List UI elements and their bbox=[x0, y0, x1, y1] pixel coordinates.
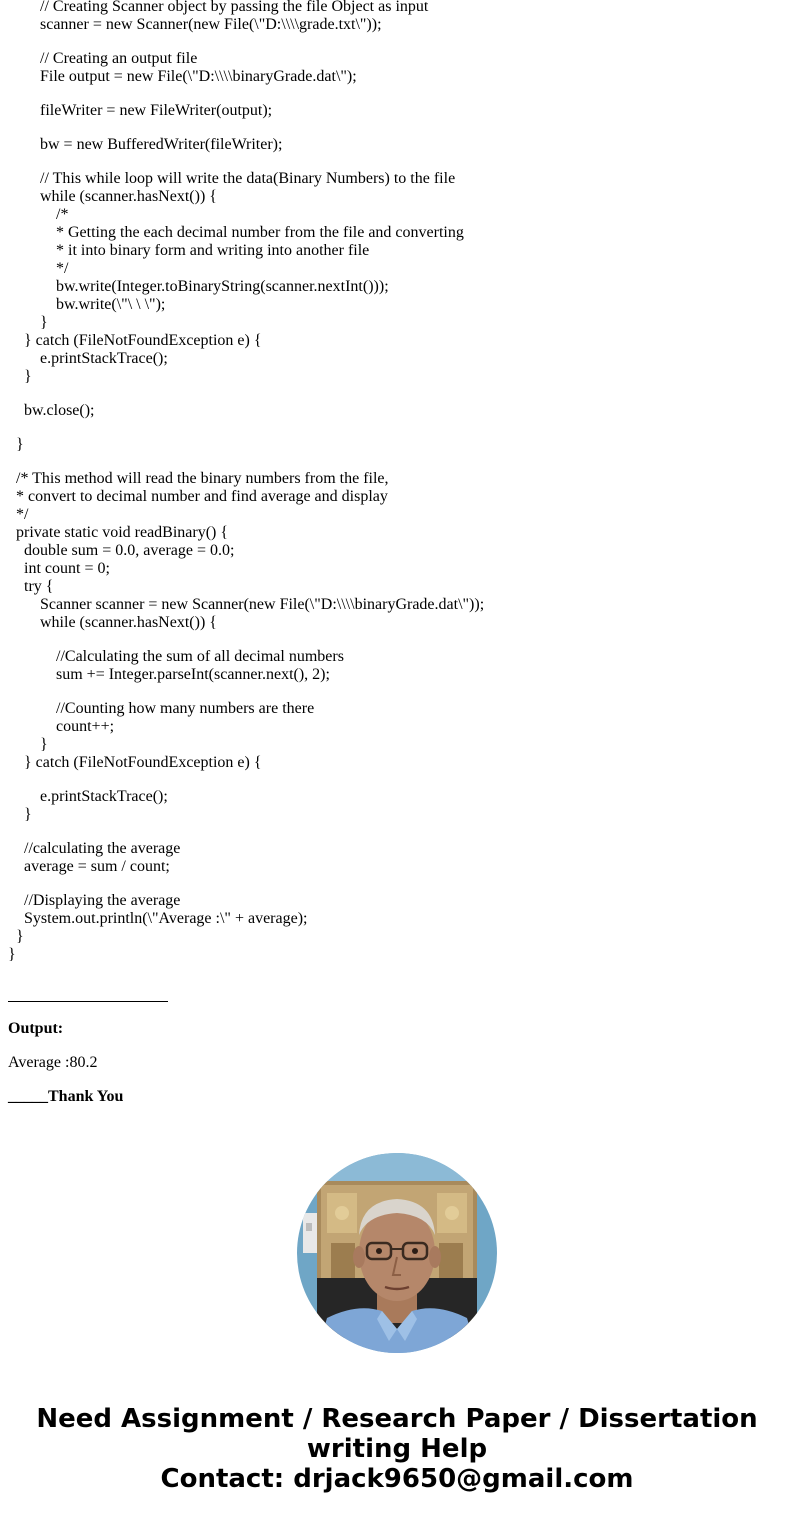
section-divider bbox=[8, 1001, 168, 1002]
code-line: while (scanner.hasNext()) { bbox=[8, 614, 217, 631]
code-line: bw.write(\"\ \ \"); bbox=[8, 296, 166, 313]
code-line: // Creating Scanner object by passing the file Object as input bbox=[8, 0, 429, 15]
code-line: //Counting how many numbers are there bbox=[8, 700, 315, 717]
code-line: average = sum / count; bbox=[8, 858, 170, 875]
promo-contact-line: Contact: drjack9650@gmail.com bbox=[160, 1464, 634, 1494]
code-line: } bbox=[8, 368, 32, 385]
code-line: } bbox=[8, 806, 32, 823]
code-line: bw.close(); bbox=[8, 402, 95, 419]
code-line bbox=[8, 386, 788, 402]
code-line: * Getting the each decimal number from the file and converting bbox=[8, 224, 464, 241]
thank-you-text: _____Thank You bbox=[8, 1088, 124, 1105]
code-line: } catch (FileNotFoundException e) { bbox=[8, 332, 262, 349]
code-line: /* bbox=[8, 206, 69, 223]
code-line: } bbox=[8, 946, 16, 963]
code-line: //calculating the average bbox=[8, 840, 181, 857]
code-line: try { bbox=[8, 578, 54, 595]
author-photo bbox=[297, 1153, 497, 1353]
code-line: } bbox=[8, 436, 24, 453]
code-line: */ bbox=[8, 506, 29, 523]
code-line bbox=[8, 154, 788, 170]
code-line bbox=[8, 632, 788, 648]
code-line: int count = 0; bbox=[8, 560, 110, 577]
code-line: } catch (FileNotFoundException e) { bbox=[8, 754, 262, 771]
code-line: } bbox=[8, 314, 48, 331]
code-line: */ bbox=[8, 260, 69, 277]
code-line bbox=[8, 876, 788, 892]
promo-banner bbox=[0, 1404, 794, 1494]
code-line: * it into binary form and writing into another file bbox=[8, 242, 370, 259]
code-line: } bbox=[8, 928, 24, 945]
code-line: private static void readBinary() { bbox=[8, 524, 229, 541]
code-line: double sum = 0.0, average = 0.0; bbox=[8, 542, 235, 559]
code-listing bbox=[8, 0, 788, 964]
promo-line-1: Need Assignment / Research Paper / Dissertation bbox=[36, 1404, 758, 1434]
code-line bbox=[8, 684, 788, 700]
code-line: bw = new BufferedWriter(fileWriter); bbox=[8, 136, 283, 153]
output-value: Average :80.2 bbox=[8, 1054, 98, 1071]
code-line bbox=[8, 86, 788, 102]
code-line bbox=[8, 454, 788, 470]
promo-line-2: writing Help bbox=[306, 1434, 488, 1464]
code-line: /* This method will read the binary numbers from the file, bbox=[8, 470, 389, 487]
code-line: Scanner scanner = new Scanner(new File(\"D:\\\\binaryGrade.dat\")); bbox=[8, 596, 485, 613]
code-line: e.printStackTrace(); bbox=[8, 788, 168, 805]
code-line: // This while loop will write the data(Binary Numbers) to the file bbox=[8, 170, 456, 187]
code-line: // Creating an output file bbox=[8, 50, 198, 67]
code-line: scanner = new Scanner(new File(\"D:\\\\grade.txt\")); bbox=[8, 16, 382, 33]
code-line: //Calculating the sum of all decimal numbers bbox=[8, 648, 344, 665]
code-line: e.printStackTrace(); bbox=[8, 350, 168, 367]
code-line bbox=[8, 824, 788, 840]
code-line: * convert to decimal number and find average and display bbox=[8, 488, 388, 505]
code-line bbox=[8, 34, 788, 50]
code-line bbox=[8, 120, 788, 136]
code-line: } bbox=[8, 736, 48, 753]
code-line: fileWriter = new FileWriter(output); bbox=[8, 102, 273, 119]
code-line: sum += Integer.parseInt(scanner.next(), 2); bbox=[8, 666, 330, 683]
output-label: Output: bbox=[8, 1020, 64, 1037]
code-line: //Displaying the average bbox=[8, 892, 181, 909]
code-line: bw.write(Integer.toBinaryString(scanner.nextInt())); bbox=[8, 278, 389, 295]
code-line bbox=[8, 772, 788, 788]
code-line bbox=[8, 420, 788, 436]
author-photo-illustration bbox=[297, 1153, 497, 1353]
code-line: while (scanner.hasNext()) { bbox=[8, 188, 217, 205]
code-line: System.out.println(\"Average :\" + average); bbox=[8, 910, 308, 927]
code-line: File output = new File(\"D:\\\\binaryGrade.dat\"); bbox=[8, 68, 357, 85]
code-line: count++; bbox=[8, 718, 115, 735]
